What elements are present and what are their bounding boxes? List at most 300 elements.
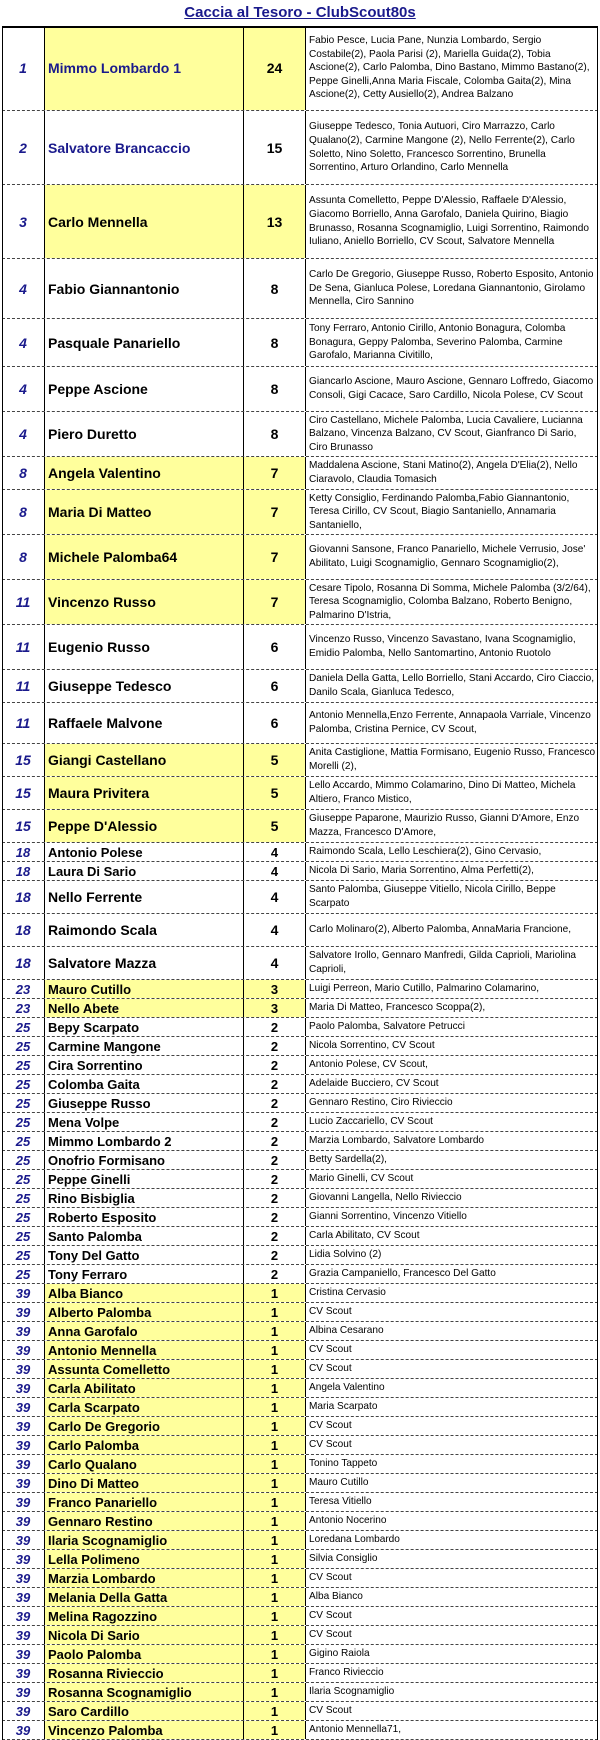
points-cell: 2 xyxy=(244,1151,306,1169)
rank-cell: 18 xyxy=(15,863,31,879)
partners-cell: CV Scout xyxy=(309,1629,352,1641)
points-cell: 2 xyxy=(244,1189,306,1207)
points-cell: 8 xyxy=(244,259,306,318)
partners-cell: Tony Ferraro, Antonio Cirillo, Antonio Bonagura, Colomba Bonagura, Geppy Palomba, Severino Palomba, Carmine Garofalo, Marianna Civitillo, xyxy=(309,323,566,362)
table-row xyxy=(2,26,598,111)
rank-cell: 15 xyxy=(15,752,31,768)
points-cell: 4 xyxy=(244,947,306,979)
points-cell: 1 xyxy=(244,1474,306,1492)
rank-cell: 8 xyxy=(19,549,27,565)
player-name-cell: Franco Panariello xyxy=(44,1493,244,1511)
table-row xyxy=(2,319,598,367)
table-row xyxy=(2,1284,598,1303)
player-name-cell: Vincenzo Russo xyxy=(44,580,244,624)
partners-cell: CV Scout xyxy=(309,1610,352,1622)
rank-cell: 39 xyxy=(15,1589,31,1605)
points-cell: 2 xyxy=(244,1037,306,1055)
partners-cell: Maria Scarpato xyxy=(309,1401,378,1413)
table-row xyxy=(2,1265,598,1284)
table-row xyxy=(2,1208,598,1227)
table-row xyxy=(2,1170,598,1189)
table-row xyxy=(2,1569,598,1588)
table-row xyxy=(2,1493,598,1512)
points-cell: 13 xyxy=(244,185,306,258)
table-row xyxy=(2,777,598,810)
player-name-cell: Piero Duretto xyxy=(44,412,244,456)
player-name-cell: Rosanna Rivieccio xyxy=(44,1664,244,1682)
partners-cell: Adelaide Bucciero, CV Scout xyxy=(309,1078,439,1090)
player-name-cell: Maura Privitera xyxy=(44,777,244,809)
rank-cell: 8 xyxy=(19,465,27,481)
partners-cell: Giuseppe Tedesco, Tonia Autuori, Ciro Marrazzo, Carlo Qualano(2), Carmine Mangone (2), Nello Ferrente(2), Carlo Soletto, Nino Soletto, Francesco Sorrentino, Brunella Sorrentino, Arturo Orlandino, Carlo Mennella xyxy=(309,121,575,174)
points-cell: 2 xyxy=(244,1265,306,1283)
page-title: Caccia al Tesoro - ClubScout80s xyxy=(184,4,416,21)
partners-cell: Teresa Vitiello xyxy=(309,1496,372,1508)
partners-cell: Alba Bianco xyxy=(309,1591,363,1603)
table-row xyxy=(2,580,598,625)
player-name-cell: Giuseppe Tedesco xyxy=(44,670,244,702)
player-name-cell: Vincenzo Palomba xyxy=(44,1721,244,1739)
partners-cell: CV Scout xyxy=(309,1420,352,1432)
partners-cell: Mario Ginelli, CV Scout xyxy=(309,1173,414,1185)
table-row xyxy=(2,1626,598,1645)
table-row xyxy=(2,1246,598,1265)
points-cell: 2 xyxy=(244,1227,306,1245)
player-name-cell: Carla Abilitato xyxy=(44,1379,244,1397)
player-name-cell: Saro Cardillo xyxy=(44,1702,244,1720)
partners-cell: Carlo Molinaro(2), Alberto Palomba, AnnaMaria Francione, xyxy=(309,924,572,936)
player-name-cell: Michele Palomba64 xyxy=(44,535,244,579)
points-cell: 1 xyxy=(244,1379,306,1397)
rank-cell: 4 xyxy=(19,334,27,351)
points-cell: 7 xyxy=(244,490,306,534)
player-name-cell: Carlo Mennella xyxy=(44,185,244,258)
points-cell: 7 xyxy=(244,580,306,624)
rank-cell: 39 xyxy=(15,1703,31,1719)
table-row xyxy=(2,1531,598,1550)
partners-cell: Gigino Raiola xyxy=(309,1648,370,1660)
table-row xyxy=(2,1322,598,1341)
rank-cell: 8 xyxy=(19,504,27,520)
points-cell: 4 xyxy=(244,843,306,861)
rank-cell: 39 xyxy=(15,1684,31,1700)
points-cell: 2 xyxy=(244,1056,306,1074)
player-name-cell: Peppe Ginelli xyxy=(44,1170,244,1188)
table-row xyxy=(2,111,598,185)
rank-cell: 39 xyxy=(15,1722,31,1738)
player-name-cell: Ilaria Scognamiglio xyxy=(44,1531,244,1549)
player-name-cell: Alba Bianco xyxy=(44,1284,244,1302)
player-name-cell: Assunta Comelletto xyxy=(44,1360,244,1378)
partners-cell: Daniela Della Gatta, Lello Borriello, Stani Accardo, Ciro Ciaccio, Danilo Scala, Gianluca Tedesco, xyxy=(309,673,595,698)
table-row xyxy=(2,1512,598,1531)
rank-cell: 23 xyxy=(15,1000,31,1016)
partners-cell: Santo Palomba, Giuseppe Vitiello, Nicola Cirillo, Beppe Scarpato xyxy=(309,884,556,909)
partners-cell: Anita Castiglione, Mattia Formisano, Eugenio Russo, Francesco Morelli (2), xyxy=(309,747,596,772)
points-cell: 8 xyxy=(244,367,306,411)
rank-cell: 39 xyxy=(15,1437,31,1453)
points-cell: 2 xyxy=(244,1113,306,1131)
table-row xyxy=(2,1113,598,1132)
partners-cell: Antonio Mennella71, xyxy=(309,1724,402,1736)
points-cell: 6 xyxy=(244,703,306,743)
rank-cell: 3 xyxy=(19,213,27,230)
partners-cell: Lucio Zaccariello, CV Scout xyxy=(309,1116,433,1128)
rank-cell: 25 xyxy=(15,1152,31,1168)
partners-cell: CV Scout xyxy=(309,1363,352,1375)
points-cell: 2 xyxy=(244,1132,306,1150)
player-name-cell: Rino Bisbiglia xyxy=(44,1189,244,1207)
points-cell: 1 xyxy=(244,1417,306,1435)
table-row xyxy=(2,670,598,703)
table-row xyxy=(2,1607,598,1626)
rank-cell: 39 xyxy=(15,1646,31,1662)
partners-cell: Giovanni Sansone, Franco Panariello, Michele Verrusio, Jose' Abilitato, Luigi Scognamiglio, Gennaro Scognamiglio(2), xyxy=(309,544,586,569)
player-name-cell: Carlo Qualano xyxy=(44,1455,244,1473)
points-cell: 5 xyxy=(244,744,306,776)
points-cell: 1 xyxy=(244,1284,306,1302)
points-cell: 1 xyxy=(244,1550,306,1568)
table-row xyxy=(2,1227,598,1246)
table-row xyxy=(2,947,598,980)
points-cell: 1 xyxy=(244,1360,306,1378)
partners-cell: Gianni Sorrentino, Vincenzo Vitiello xyxy=(309,1211,467,1223)
player-name-cell: Raffaele Malvone xyxy=(44,703,244,743)
rank-cell: 39 xyxy=(15,1399,31,1415)
partners-cell: Giancarlo Ascione, Mauro Ascione, Gennaro Loffredo, Giacomo Consoli, Gigi Cacace, Saro Cardillo, Nicola Polese, CV Scout xyxy=(309,376,594,401)
rank-cell: 4 xyxy=(19,381,27,397)
player-name-cell: Salvatore Brancaccio xyxy=(44,111,244,184)
partners-cell: Nicola Di Sario, Maria Sorrentino, Alma Perfetti(2), xyxy=(309,865,534,877)
rank-cell: 25 xyxy=(15,1019,31,1035)
points-cell: 1 xyxy=(244,1455,306,1473)
rank-cell: 25 xyxy=(15,1114,31,1130)
table-row xyxy=(2,999,598,1018)
table-row xyxy=(2,490,598,535)
partners-cell: Betty Sardella(2), xyxy=(309,1154,387,1166)
points-cell: 8 xyxy=(244,319,306,366)
rank-cell: 39 xyxy=(15,1665,31,1681)
table-row xyxy=(2,1455,598,1474)
rank-cell: 39 xyxy=(15,1418,31,1434)
player-name-cell: Melina Ragozzino xyxy=(44,1607,244,1625)
partners-cell: CV Scout xyxy=(309,1344,352,1356)
partners-cell: Assunta Comelletto, Peppe D'Alessio, Raffaele D'Alessio, Giacomo Borriello, Anna Garofalo, Daniela Quirino, Biagio Brunasso, Rosanna Scognamiglio, Luigi Sorrentino, Raimondo Iuliano, Aniello Borriello, CV Scout, Salvatore Mennella xyxy=(309,195,589,248)
table-row xyxy=(2,1588,598,1607)
table-row xyxy=(2,625,598,670)
table-row xyxy=(2,1037,598,1056)
rank-cell: 1 xyxy=(19,60,27,76)
rank-cell: 39 xyxy=(15,1475,31,1491)
rank-cell: 25 xyxy=(15,1209,31,1225)
points-cell: 1 xyxy=(244,1303,306,1321)
results-table xyxy=(2,26,598,1740)
partners-cell: Ketty Consiglio, Ferdinando Palomba,Fabio Giannantonio, Teresa Cirillo, CV Scout, Biagio Santaniello, Annamaria Santaniello, xyxy=(309,492,570,531)
player-name-cell: Melania Della Gatta xyxy=(44,1588,244,1606)
table-row xyxy=(2,1398,598,1417)
rank-cell: 15 xyxy=(15,785,31,801)
table-row xyxy=(2,1189,598,1208)
player-name-cell: Fabio Giannantonio xyxy=(44,259,244,318)
partners-cell: Tonino Tappeto xyxy=(309,1458,378,1470)
table-row xyxy=(2,1721,598,1740)
player-name-cell: Bepy Scarpato xyxy=(44,1018,244,1036)
table-row xyxy=(2,810,598,843)
player-name-cell: Nicola Di Sario xyxy=(44,1626,244,1644)
table-row xyxy=(2,1303,598,1322)
rank-cell: 25 xyxy=(15,1266,31,1282)
points-cell: 4 xyxy=(244,881,306,913)
player-name-cell: Mauro Cutillo xyxy=(44,980,244,998)
points-cell: 8 xyxy=(244,412,306,456)
table-row xyxy=(2,1550,598,1569)
points-cell: 1 xyxy=(244,1588,306,1606)
table-row xyxy=(2,1075,598,1094)
rank-cell: 18 xyxy=(15,922,31,938)
player-name-cell: Laura Di Sario xyxy=(44,862,244,880)
player-name-cell: Marzia Lombardo xyxy=(44,1569,244,1587)
partners-cell: Maddalena Ascione, Stani Matino(2), Angela D'Elia(2), Nello Ciaravolo, Claudia Tomasich xyxy=(309,460,578,485)
rank-cell: 39 xyxy=(15,1513,31,1529)
player-name-cell: Colomba Gaita xyxy=(44,1075,244,1093)
table-row xyxy=(2,862,598,881)
player-name-cell: Nello Ferrente xyxy=(44,881,244,913)
table-row xyxy=(2,703,598,744)
points-cell: 15 xyxy=(244,111,306,184)
points-cell: 1 xyxy=(244,1664,306,1682)
rank-cell: 15 xyxy=(15,818,31,834)
player-name-cell: Mimmo Lombardo 2 xyxy=(44,1132,244,1150)
rank-cell: 39 xyxy=(15,1456,31,1472)
points-cell: 1 xyxy=(244,1721,306,1739)
player-name-cell: Giangi Castellano xyxy=(44,744,244,776)
rank-cell: 39 xyxy=(15,1285,31,1301)
partners-cell: Giuseppe Paparone, Maurizio Russo, Gianni D'Amore, Enzo Mazza, Francesco D'Amore, xyxy=(309,813,580,838)
partners-cell: Luigi Perreon, Mario Cutillo, Palmarino Colamarino, xyxy=(309,983,540,995)
rank-cell: 25 xyxy=(15,1038,31,1054)
points-cell: 6 xyxy=(244,670,306,702)
table-row xyxy=(2,367,598,412)
partners-cell: Cristina Cervasio xyxy=(309,1287,386,1299)
partners-cell: Grazia Campaniello, Francesco Del Gatto xyxy=(309,1268,496,1280)
points-cell: 1 xyxy=(244,1702,306,1720)
table-row xyxy=(2,914,598,947)
points-cell: 2 xyxy=(244,1018,306,1036)
points-cell: 1 xyxy=(244,1436,306,1454)
player-name-cell: Onofrio Formisano xyxy=(44,1151,244,1169)
rank-cell: 39 xyxy=(15,1342,31,1358)
player-name-cell: Salvatore Mazza xyxy=(44,947,244,979)
points-cell: 7 xyxy=(244,535,306,579)
points-cell: 1 xyxy=(244,1341,306,1359)
player-name-cell: Nello Abete xyxy=(44,999,244,1017)
rank-cell: 18 xyxy=(15,844,31,860)
table-row xyxy=(2,881,598,914)
rank-cell: 11 xyxy=(15,639,31,655)
player-name-cell: Carlo Palomba xyxy=(44,1436,244,1454)
partners-cell: Ilaria Scognamiglio xyxy=(309,1686,395,1698)
points-cell: 5 xyxy=(244,777,306,809)
player-name-cell: Mimmo Lombardo 1 xyxy=(44,26,244,110)
player-name-cell: Santo Palomba xyxy=(44,1227,244,1245)
rank-cell: 25 xyxy=(15,1133,31,1149)
partners-cell: Lidia Solvino (2) xyxy=(309,1249,382,1261)
points-cell: 1 xyxy=(244,1569,306,1587)
rank-cell: 11 xyxy=(15,678,31,694)
partners-cell: CV Scout xyxy=(309,1306,352,1318)
rank-cell: 11 xyxy=(15,715,31,731)
points-cell: 1 xyxy=(244,1322,306,1340)
points-cell: 3 xyxy=(244,980,306,998)
table-row xyxy=(2,1702,598,1721)
points-cell: 1 xyxy=(244,1645,306,1663)
player-name-cell: Paolo Palomba xyxy=(44,1645,244,1663)
partners-cell: CV Scout xyxy=(309,1572,352,1584)
table-row xyxy=(2,1379,598,1398)
partners-cell: Fabio Pesce, Lucia Pane, Nunzia Lombardo, Sergio Costabile(2), Paola Parisi (2), Mariella Guida(2), Tobia Ascione(2), Carlo Palomba, Dino Bastano, Mimmo Bastano(2), Peppe Ginelli,Anna Maria Fiscale, Colomba Gaita(2), Mina Ascione(2), Cetty Ausiello(2), Andrea Balzano xyxy=(309,35,590,101)
table-row xyxy=(2,457,598,490)
table-row xyxy=(2,843,598,862)
partners-cell: Antonio Polese, CV Scout, xyxy=(309,1059,428,1071)
partners-cell: Paolo Palomba, Salvatore Petrucci xyxy=(309,1021,465,1033)
rank-cell: 4 xyxy=(19,280,27,297)
rank-cell: 25 xyxy=(15,1228,31,1244)
points-cell: 2 xyxy=(244,1075,306,1093)
player-name-cell: Peppe D'Alessio xyxy=(44,810,244,842)
player-name-cell: Carmine Mangone xyxy=(44,1037,244,1055)
partners-cell: Raimondo Scala, Lello Leschiera(2), Gino Cervasio, xyxy=(309,846,542,858)
partners-cell: CV Scout xyxy=(309,1705,352,1717)
points-cell: 7 xyxy=(244,457,306,489)
points-cell: 1 xyxy=(244,1683,306,1701)
partners-cell: Carla Abilitato, CV Scout xyxy=(309,1230,420,1242)
table-row xyxy=(2,1018,598,1037)
rank-cell: 11 xyxy=(15,594,31,610)
player-name-cell: Maria Di Matteo xyxy=(44,490,244,534)
table-row xyxy=(2,412,598,457)
rank-cell: 39 xyxy=(15,1570,31,1586)
points-cell: 3 xyxy=(244,999,306,1017)
partners-cell: Vincenzo Russo, Vincenzo Savastano, Ivana Scognamiglio, Emidio Palomba, Nello Santomartino, Antonio Ruotolo xyxy=(309,634,576,659)
player-name-cell: Alberto Palomba xyxy=(44,1303,244,1321)
player-name-cell: Antonio Polese xyxy=(44,843,244,861)
partners-cell: CV Scout xyxy=(309,1439,352,1451)
points-cell: 1 xyxy=(244,1398,306,1416)
table-row xyxy=(2,1360,598,1379)
partners-cell: Silvia Consiglio xyxy=(309,1553,378,1565)
points-cell: 2 xyxy=(244,1170,306,1188)
rank-cell: 18 xyxy=(15,955,31,971)
rank-cell: 4 xyxy=(19,426,27,442)
points-cell: 1 xyxy=(244,1512,306,1530)
rank-cell: 23 xyxy=(15,981,31,997)
rank-cell: 18 xyxy=(15,889,31,905)
rank-cell: 39 xyxy=(15,1627,31,1643)
table-row xyxy=(2,1436,598,1455)
rank-cell: 39 xyxy=(15,1304,31,1320)
table-row xyxy=(2,744,598,777)
table-row xyxy=(2,535,598,580)
rank-cell: 25 xyxy=(15,1190,31,1206)
player-name-cell: Roberto Esposito xyxy=(44,1208,244,1226)
partners-cell: Mauro Cutillo xyxy=(309,1477,369,1489)
rank-cell: 39 xyxy=(15,1361,31,1377)
points-cell: 1 xyxy=(244,1626,306,1644)
table-row xyxy=(2,185,598,259)
player-name-cell: Eugenio Russo xyxy=(44,625,244,669)
rank-cell: 2 xyxy=(19,139,27,156)
player-name-cell: Raimondo Scala xyxy=(44,914,244,946)
player-name-cell: Antonio Mennella xyxy=(44,1341,244,1359)
points-cell: 4 xyxy=(244,914,306,946)
table-row xyxy=(2,1474,598,1493)
player-name-cell: Carla Scarpato xyxy=(44,1398,244,1416)
player-name-cell: Cira Sorrentino xyxy=(44,1056,244,1074)
partners-cell: Gennaro Restino, Ciro Rivieccio xyxy=(309,1097,453,1109)
player-name-cell: Tony Del Gatto xyxy=(44,1246,244,1264)
points-cell: 2 xyxy=(244,1094,306,1112)
partners-cell: Nicola Sorrentino, CV Scout xyxy=(309,1040,435,1052)
partners-cell: Antonio Nocerino xyxy=(309,1515,387,1527)
player-name-cell: Lella Polimeno xyxy=(44,1550,244,1568)
table-row xyxy=(2,1094,598,1113)
points-cell: 4 xyxy=(244,862,306,880)
points-cell: 1 xyxy=(244,1493,306,1511)
player-name-cell: Rosanna Scognamiglio xyxy=(44,1683,244,1701)
player-name-cell: Tony Ferraro xyxy=(44,1265,244,1283)
rank-cell: 39 xyxy=(15,1532,31,1548)
table-row xyxy=(2,1056,598,1075)
table-row xyxy=(2,1664,598,1683)
table-row xyxy=(2,1683,598,1702)
player-name-cell: Dino Di Matteo xyxy=(44,1474,244,1492)
player-name-cell: Peppe Ascione xyxy=(44,367,244,411)
rank-cell: 39 xyxy=(15,1323,31,1339)
player-name-cell: Angela Valentino xyxy=(44,457,244,489)
table-row xyxy=(2,1341,598,1360)
rank-cell: 39 xyxy=(15,1380,31,1396)
rank-cell: 39 xyxy=(15,1494,31,1510)
partners-cell: Franco Rivieccio xyxy=(309,1667,384,1679)
partners-cell: Giovanni Langella, Nello Rivieccio xyxy=(309,1192,462,1204)
points-cell: 1 xyxy=(244,1531,306,1549)
partners-cell: Angela Valentino xyxy=(309,1382,385,1394)
table-row xyxy=(2,259,598,319)
table-row xyxy=(2,1151,598,1170)
rank-cell: 39 xyxy=(15,1608,31,1624)
player-name-cell: Carlo De Gregorio xyxy=(44,1417,244,1435)
points-cell: 2 xyxy=(244,1246,306,1264)
partners-cell: Antonio Mennella,Enzo Ferrente, Annapaola Varriale, Vincenzo Palomba, Cristina Pernice, CV Scout, xyxy=(309,710,591,735)
points-cell: 24 xyxy=(244,26,306,110)
partners-cell: Albina Cesarano xyxy=(309,1325,384,1337)
partners-cell: Loredana Lombardo xyxy=(309,1534,400,1546)
rank-cell: 25 xyxy=(15,1171,31,1187)
partners-cell: Ciro Castellano, Michele Palomba, Lucia Cavaliere, Lucianna Balzano, Vincenza Balzano, CV Scout, Gianfranco Di Sario, Ciro Brunasso xyxy=(309,414,583,453)
player-name-cell: Gennaro Restino xyxy=(44,1512,244,1530)
points-cell: 1 xyxy=(244,1607,306,1625)
player-name-cell: Mena Volpe xyxy=(44,1113,244,1131)
partners-cell: Marzia Lombardo, Salvatore Lombardo xyxy=(309,1135,485,1147)
player-name-cell: Pasquale Panariello xyxy=(44,319,244,366)
rank-cell: 25 xyxy=(15,1076,31,1092)
points-cell: 2 xyxy=(244,1208,306,1226)
rank-cell: 25 xyxy=(15,1247,31,1263)
rank-cell: 25 xyxy=(15,1057,31,1073)
table-row xyxy=(2,1132,598,1151)
partners-cell: Maria Di Matteo, Francesco Scoppa(2), xyxy=(309,1002,486,1014)
rank-cell: 25 xyxy=(15,1095,31,1111)
